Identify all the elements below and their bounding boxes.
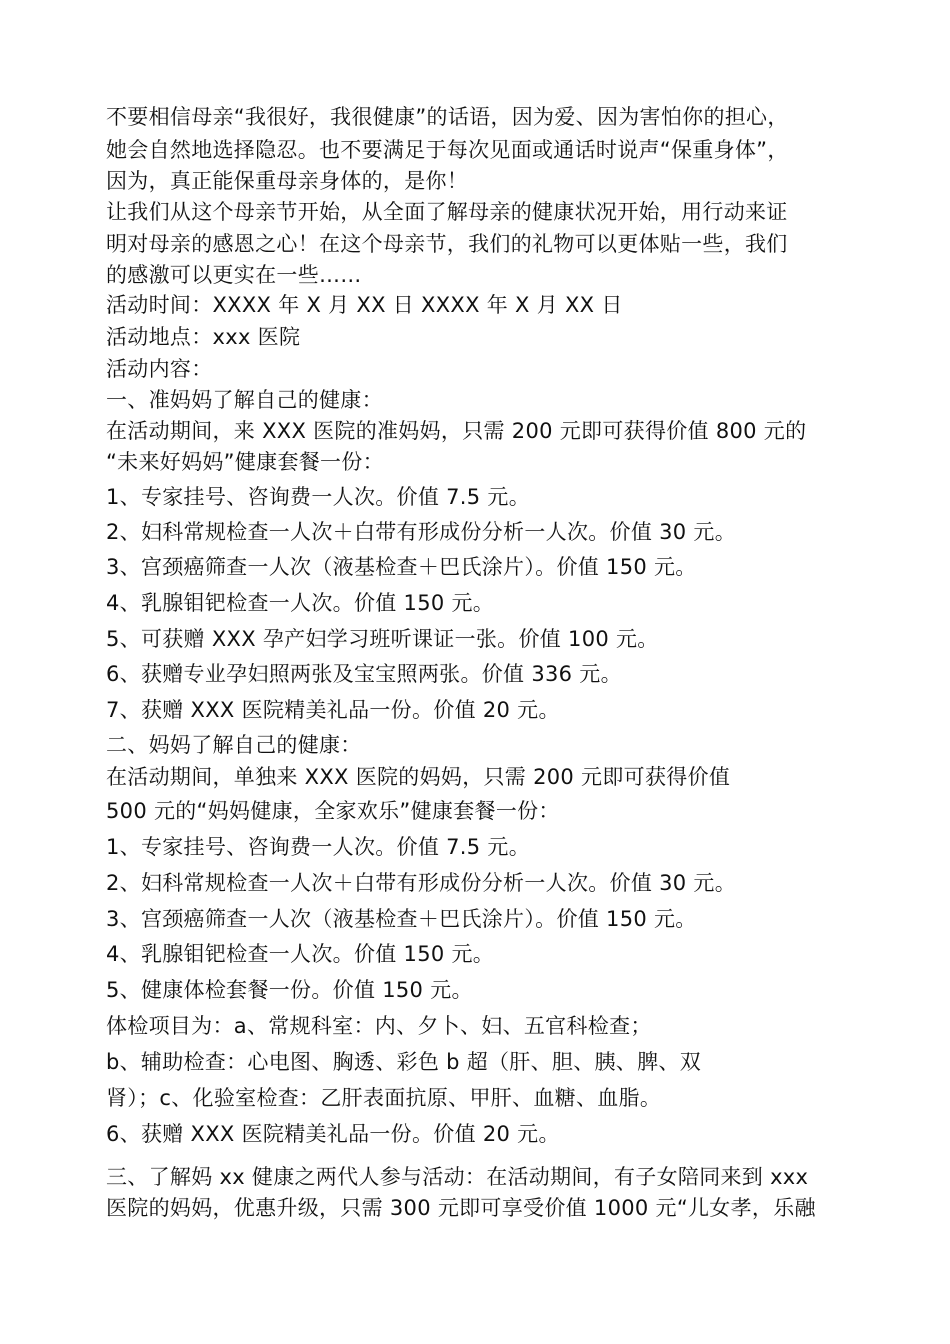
exam-items-line-1: 体检项目为：a、常规科室：内、夕卜、妇、五官科检查； (106, 1014, 652, 1038)
intro-paragraph-2-line-3: 的感激可以更实在一些…… (106, 263, 362, 287)
section-1-item: 4、乳腺钼钯检查一人次。价值 150 元。 (106, 591, 495, 615)
intro-paragraph-1-line-1: 不要相信母亲“我很好，我很健康”的话语，因为爱、因为害怕你的担心， (106, 105, 789, 129)
section-2-item: 1、专家挂号、咨询费一人次。价值 7.5 元。 (106, 835, 531, 859)
section-2-heading: 二、妈妈了解自己的健康： (106, 733, 362, 757)
section-2-last-item: 6、获赠 XXX 医院精美礼品一份。价值 20 元。 (106, 1122, 560, 1146)
section-1-item: 6、获赠专业孕妇照两张及宝宝照两张。价值 336 元。 (106, 662, 622, 686)
section-1-item: 5、可获赠 XXX 孕产妇学习班听课证一张。价值 100 元。 (106, 627, 659, 651)
activity-content-label: 活动内容： (106, 357, 213, 381)
section-2-desc-line-1: 在活动期间，单独来 XXX 医院的妈妈，只需 200 元即可获得价值 (106, 765, 731, 789)
activity-place: 活动地点：xxx 医院 (106, 325, 301, 349)
section-1-item: 1、专家挂号、咨询费一人次。价值 7.5 元。 (106, 485, 531, 509)
section-2-item: 5、健康体检套餐一份。价值 150 元。 (106, 978, 473, 1002)
intro-paragraph-2-line-2: 明对母亲的感恩之心！在这个母亲节，我们的礼物可以更体贴一些，我们 (106, 232, 788, 256)
section-3-line-1: 三、了解妈 xx 健康之两代人参与活动：在活动期间，有子女陪同来到 xxx (106, 1165, 809, 1189)
section-2-item: 3、宫颈癌筛查一人次（液基检查＋巴氏涂片）。价值 150 元。 (106, 907, 697, 931)
section-1-desc-line-1: 在活动期间，来 XXX 医院的准妈妈，只需 200 元即可获得价值 800 元的 (106, 419, 807, 443)
exam-items-line-2: b、辅助检查：心电图、胸透、彩色 b 超（肝、胆、胰、脾、双 (106, 1050, 702, 1074)
section-1-item: 7、获赠 XXX 医院精美礼品一份。价值 20 元。 (106, 698, 560, 722)
exam-items-line-3: 肾）；c、化验室检查：乙肝表面抗原、甲肝、血糖、血脂。 (106, 1086, 662, 1110)
section-1-item: 2、妇科常规检查一人次＋白带有形成份分析一人次。价值 30 元。 (106, 520, 737, 544)
section-3-line-2: 医院的妈妈，优惠升级，只需 300 元即可享受价值 1000 元“儿女孝，乐融 (106, 1196, 816, 1220)
section-2-item: 4、乳腺钼钯检查一人次。价值 150 元。 (106, 942, 495, 966)
section-1-item: 3、宫颈癌筛查一人次（液基检查＋巴氏涂片）。价值 150 元。 (106, 555, 697, 579)
section-2-desc-line-2: 500 元的“妈妈健康，全家欢乐”健康套餐一份： (106, 799, 560, 823)
intro-paragraph-1-line-2: 她会自然地选择隐忍。也不要满足于每次见面或通话时说声“保重身体”， (106, 138, 789, 162)
section-2-item: 2、妇科常规检查一人次＋白带有形成份分析一人次。价值 30 元。 (106, 871, 737, 895)
intro-paragraph-1-line-3: 因为，真正能保重母亲身体的，是你！ (106, 169, 469, 193)
section-1-desc-line-2: “未来好妈妈”健康套餐一份： (106, 450, 384, 474)
activity-time: 活动时间：XXXX 年 X 月 XX 日 XXXX 年 X 月 XX 日 (106, 293, 623, 317)
intro-paragraph-2-line-1: 让我们从这个母亲节开始，从全面了解母亲的健康状况开始，用行动来证 (106, 200, 788, 224)
section-1-heading: 一、准妈妈了解自己的健康： (106, 388, 383, 412)
